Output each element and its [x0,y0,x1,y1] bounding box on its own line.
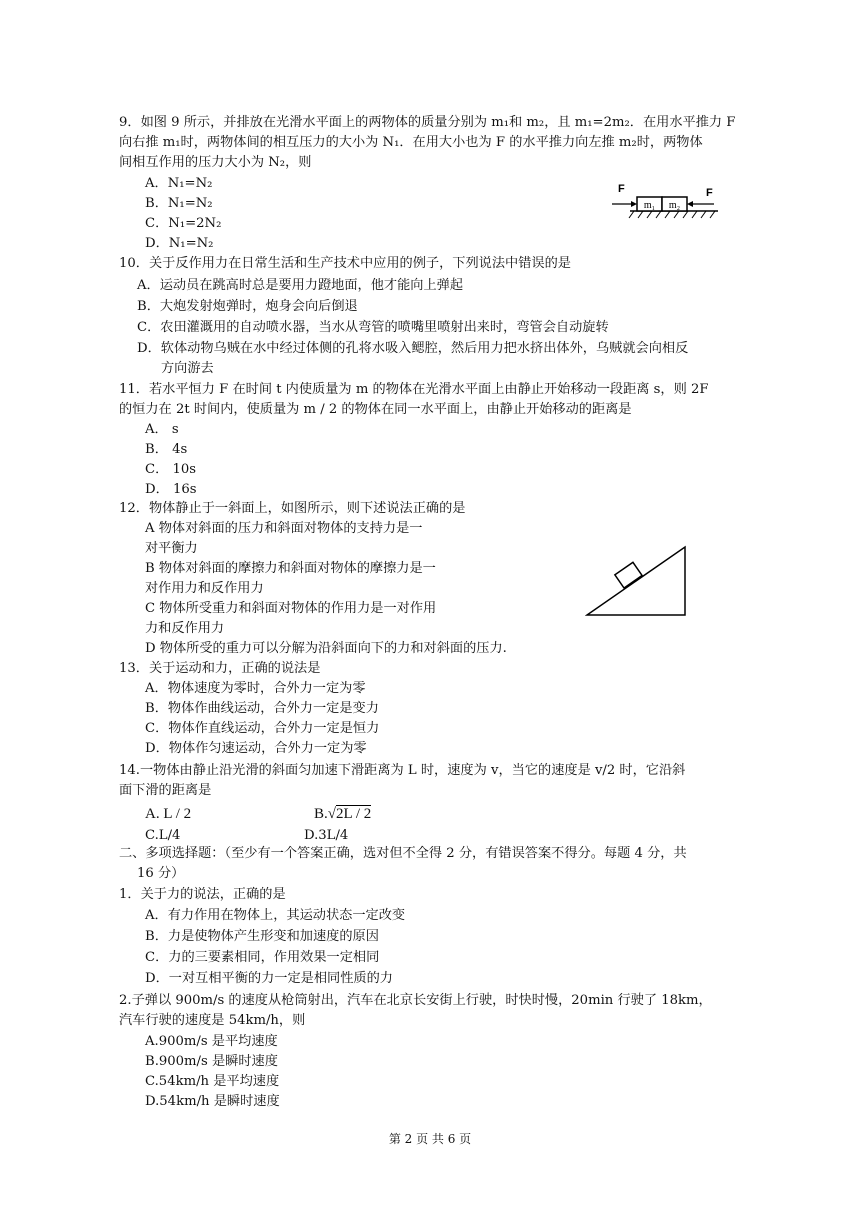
m1-option-b: B．力是使物体产生形变和加速度的原因 [145,929,379,944]
block-m1-label: m₁ [643,200,656,211]
q9-option-d: D．N₁=N₂ [145,236,214,251]
q14-option-d: D.3L/4 [304,828,349,843]
q11-line-1: 11．若水平恒力 F 在时间 t 内使质量为 m 的物体在光滑水平面上由静止开始移动一段距离 s，则 2F [119,382,709,397]
page-footer: 第 2 页 共 6 页 [388,1132,472,1146]
q11-option-c: C． 10s [145,462,197,477]
block-m2-label: m₂ [668,200,681,211]
q9-option-b: B．N₁=N₂ [145,196,213,211]
q12-option-b-cont: 对作用力和反作用力 [145,581,264,596]
q10-line-1: 10．关于反作用力在日常生活和生产技术中应用的例子，下列说法中错误的是 [119,256,571,271]
q14-option-c: C.L/4 [145,828,181,843]
q12-option-b: B 物体对斜面的摩擦力和斜面对物体的摩擦力是一 [145,561,436,576]
q9-option-a: A．N₁=N₂ [145,176,213,191]
m1-option-d: D．一对互相平衡的力一定是相同性质的力 [145,971,393,986]
q14-line-1: 14.一物体由静止沿光滑的斜面匀加速下滑距离为 L 时，速度为 v，当它的速度是 v/2 时，它沿斜 [119,763,686,778]
m1-line-1: 1．关于力的说法，正确的是 [119,887,286,902]
q13-option-d: D．物体作匀速运动，合外力一定为零 [145,741,367,756]
q14-option-b [314,804,371,824]
q12-option-c: C 物体所受重力和斜面对物体的作用力是一对作用 [145,601,437,616]
incline-triangle [587,547,685,615]
q14-line-2: 面下滑的距离是 [119,783,212,798]
q10-option-d-cont: 方向游去 [161,361,214,376]
q11-option-d: D． 16s [145,482,197,497]
m2-option-a: A.900m/s 是平均速度 [145,1034,278,1049]
left-force-label: F [618,183,625,195]
q12-option-a: A 物体对斜面的压力和斜面对物体的支持力是一 [145,521,423,536]
q12-option-a-cont: 对平衡力 [145,541,198,556]
q13-line-1: 13．关于运动和力，正确的说法是 [119,661,321,676]
q13-option-b: B．物体作曲线运动，合外力一定是变力 [145,701,379,716]
q12-line-1: 12．物体静止于一斜面上，如图所示，则下述说法正确的是 [119,501,466,516]
q9-blocks-figure [600,176,730,224]
section2-heading-cont: 16 分） [137,866,185,881]
m1-option-a: A．有力作用在物体上，其运动状态一定改变 [145,908,406,923]
q10-option-a: A．运动员在跳高时总是要用力蹬地面，他才能向上弹起 [137,278,464,293]
q9-line-3: 间相互作用的压力大小为 N₂，则 [119,155,312,170]
m2-option-c: C.54km/h 是平均速度 [145,1074,280,1089]
incline-figure [585,545,690,617]
q10-option-b: B．大炮发射炮弹时，炮身会向后倒退 [137,299,358,314]
q13-option-c: C．物体作直线运动，合外力一定是恒力 [145,721,380,736]
m2-line-2: 汽车行驶的速度是 54km/h，则 [119,1013,306,1028]
q11-option-a: A． s [145,422,179,437]
q12-option-c-cont: 力和反作用力 [145,621,225,636]
q9-line-2: 向右推 m₁时，两物体间的相互压力的大小为 N₁．在用大小也为 F 的水平推力向左推 m₂时，两物体 [119,135,703,150]
m2-option-b: B.900m/s 是瞬时速度 [145,1054,278,1069]
m2-option-d: D.54km/h 是瞬时速度 [145,1094,280,1109]
q13-option-a: A．物体速度为零时，合外力一定为零 [145,681,366,696]
q9-line-1: 9．如图 9 所示，并排放在光滑水平面上的两物体的质量分别为 m₁和 m₂，且 m₁=2m₂．在用水平推力 F [119,115,736,130]
q9-option-c: C．N₁=2N₂ [145,216,222,231]
q11-line-2: 的恒力在 2t 时间内，使质量为 m / 2 的物体在同一水平面上，由静止开始移动的距离是 [119,402,632,417]
right-force-label: F [706,187,713,199]
q10-option-c: C．农田灌溉用的自动喷水器，当水从弯管的喷嘴里喷射出来时，弯管会自动旋转 [137,320,609,335]
m1-option-c: C．力的三要素相同，作用效果一定相同 [145,950,380,965]
m2-line-1: 2.子弹以 900m/s 的速度从枪筒射出，汽车在北京长安街上行驶，时快时慢，20min 行驶了 18km， [119,993,712,1008]
block-on-incline [615,562,642,588]
q14-option-a: A. L / 2 [145,806,192,822]
q11-option-b: B． 4s [145,442,188,457]
section2-heading: 二、多项选择题：（至少有一个答案正确，选对但不全得 2 分，有错误答案不得分。每题 4 分，共 [119,846,687,861]
sqrt-symbol: √ [327,806,336,822]
q14-option-b-prefix: B. [314,806,328,822]
q10-option-d: D．软体动物乌贼在水中经过体侧的孔将水吸入鳃腔，然后用力把水挤出体外，乌贼就会向相反 [137,341,689,356]
q12-option-d: D 物体所受的重力可以分解为沿斜面向下的力和对斜面的压力. [145,641,507,656]
q14-option-b-rest: 2L / 2 [336,806,372,822]
